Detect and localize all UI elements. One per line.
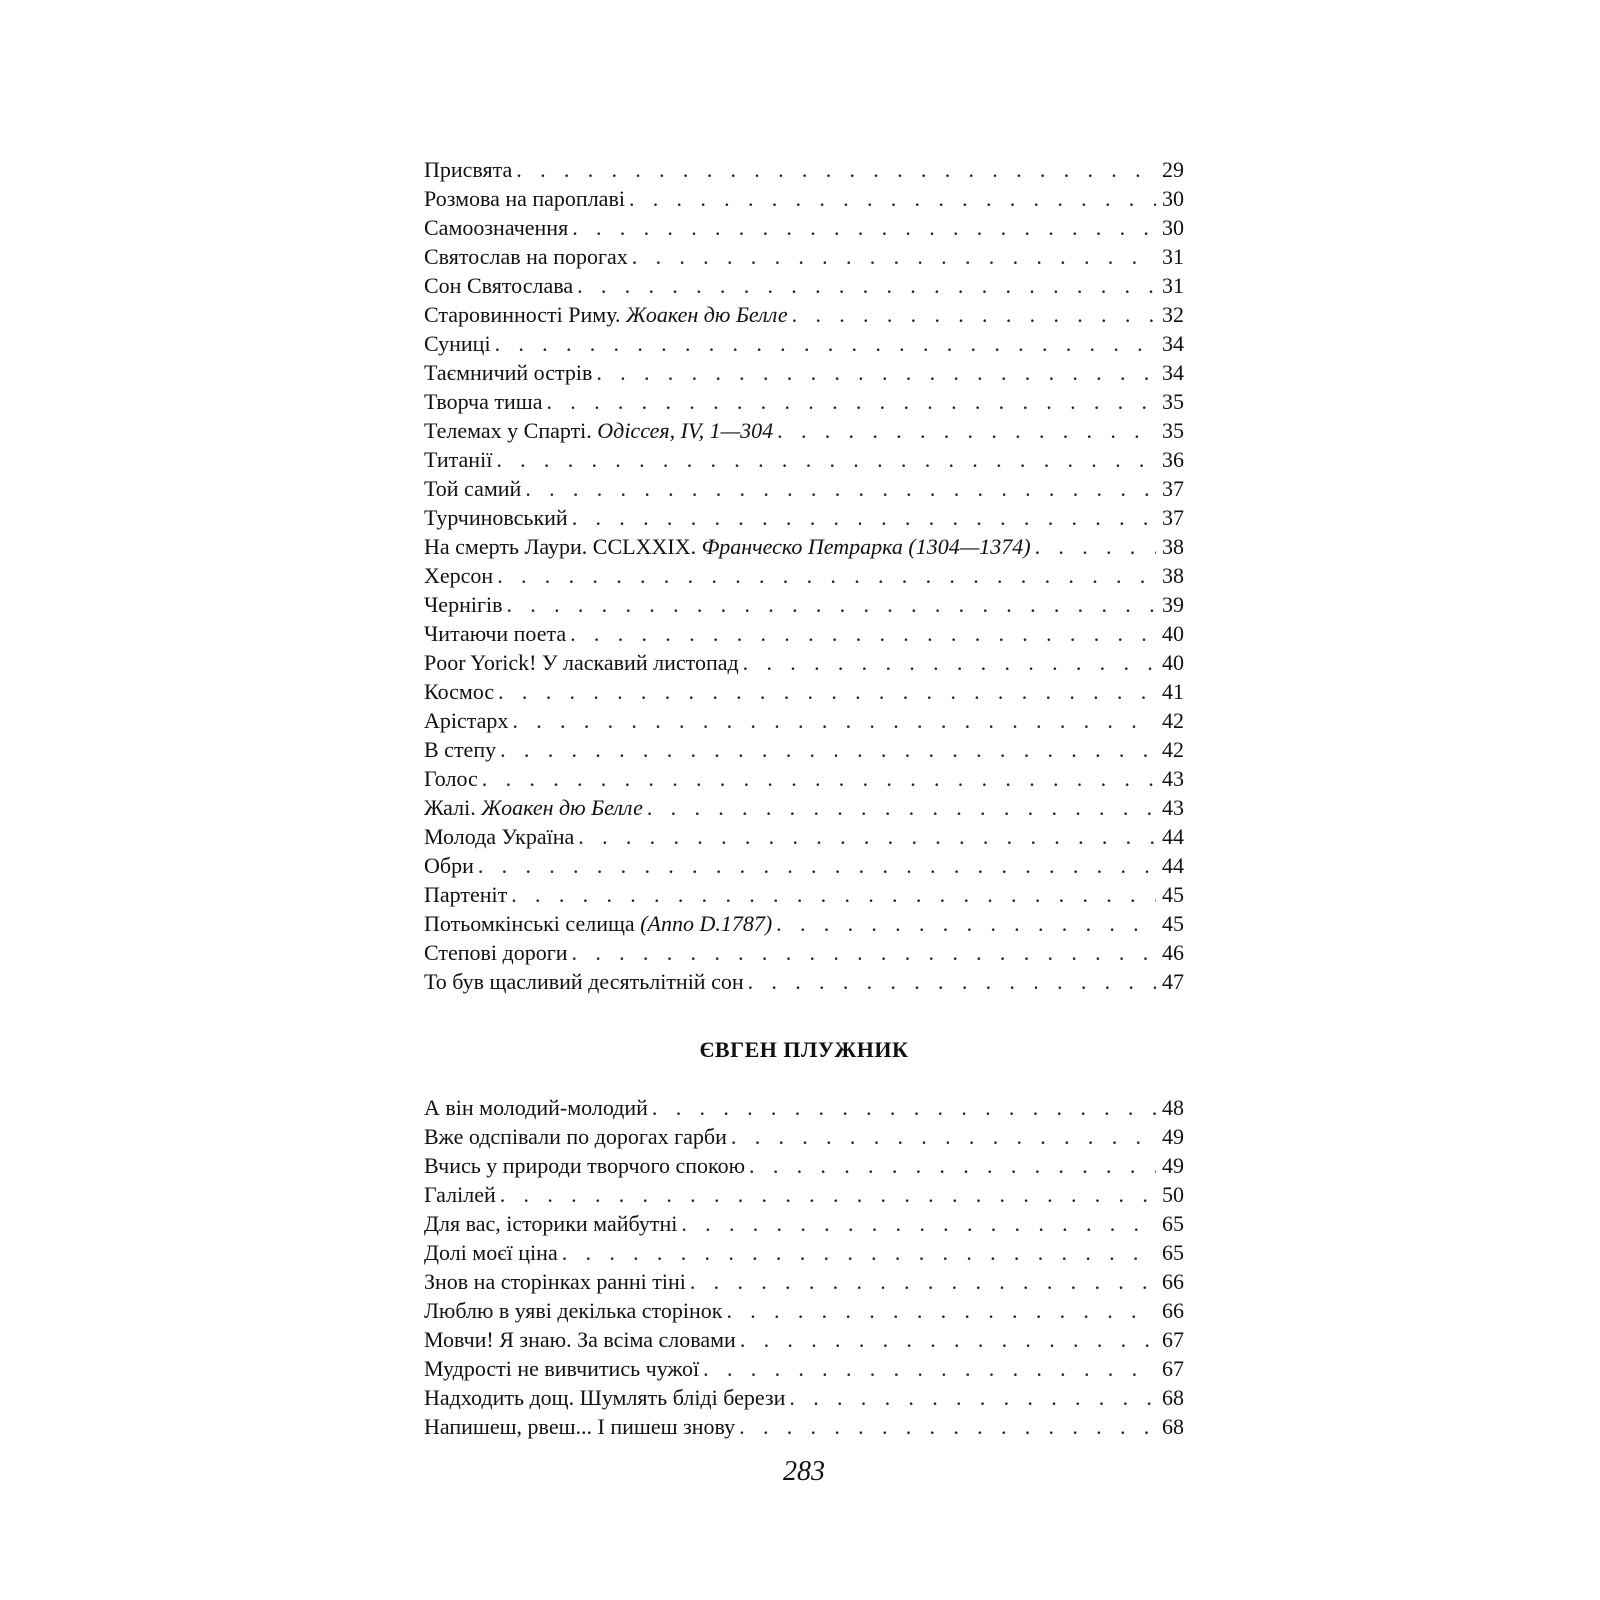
toc-entry-title-text: Титанії [424, 447, 493, 472]
toc-entry-title-text: Степові дороги [424, 940, 568, 965]
toc-entry [424, 358, 1184, 387]
toc-entry [424, 764, 1184, 793]
toc-entry-title-text: Той самий [424, 476, 522, 501]
toc-entry-title-text: Суниці [424, 331, 491, 356]
dot-leader [652, 1093, 1156, 1122]
toc-entry-page: 36 [1162, 447, 1184, 472]
dot-leader [776, 909, 1156, 938]
toc-entry-title [424, 1209, 677, 1238]
toc-entry-page: 42 [1162, 708, 1184, 733]
dot-leader [572, 938, 1156, 967]
toc-entry [424, 561, 1184, 590]
toc-entry [424, 1267, 1184, 1296]
toc-entry-title-text: Вчись у природи творчого спокою [424, 1153, 746, 1178]
toc-entry-title-text: Телемах у Спарті. [424, 418, 598, 443]
dot-leader [506, 590, 1156, 619]
toc-entry-title-text: Голос [424, 766, 478, 791]
toc-entry-author: Жоакен дю Белле [481, 795, 643, 820]
toc-entry-title [424, 387, 542, 416]
dot-leader [789, 1383, 1156, 1412]
toc-entry [424, 851, 1184, 880]
toc-entry-page: 29 [1162, 157, 1184, 182]
toc-entry-title [424, 793, 643, 822]
toc-entry-title-text: Люблю в уяві декілька сторінок [424, 1298, 723, 1323]
toc-entry-title [424, 1325, 736, 1354]
dot-leader [703, 1354, 1156, 1383]
toc-list-part-2 [424, 1093, 1184, 1441]
toc-entry-title-text: Таємничий острів [424, 360, 593, 385]
toc-entry-page: 39 [1162, 592, 1184, 617]
toc-entry-title [424, 503, 568, 532]
toc-entry-title [424, 706, 508, 735]
dot-leader [681, 1209, 1156, 1238]
toc-entry-title-text: Чернігів [424, 592, 503, 617]
toc-entry-page: 43 [1162, 766, 1184, 791]
toc-entry [424, 967, 1184, 996]
toc-entry-title-text: Читаючи поета [424, 621, 567, 646]
toc-entry-author: Одіссея, IV, 1—304 [597, 418, 774, 443]
toc-entry-author: (Anno D.1787) [640, 911, 773, 936]
toc-entry-title [424, 1238, 558, 1267]
toc-entry-title [424, 590, 502, 619]
section-heading: ЄВГЕН ПЛУЖНИК [699, 1037, 909, 1062]
toc-entry-title [424, 822, 574, 851]
dot-leader [740, 1325, 1156, 1354]
dot-leader [525, 474, 1156, 503]
toc-list-part-1 [424, 155, 1184, 996]
toc-entry [424, 532, 1184, 561]
toc-entry-title [424, 851, 474, 880]
toc-entry-title [424, 242, 628, 271]
dot-leader [482, 764, 1156, 793]
dot-leader [647, 793, 1156, 822]
dot-leader [562, 1238, 1156, 1267]
toc-entry [424, 1325, 1184, 1354]
toc-entry-page: 38 [1162, 563, 1184, 588]
toc-entry-title [424, 1383, 785, 1412]
toc-entry-title [424, 155, 512, 184]
toc-entry [424, 619, 1184, 648]
toc-entry [424, 590, 1184, 619]
toc-entry-title [424, 271, 573, 300]
toc-entry-page: 32 [1162, 302, 1184, 327]
toc-entry-title-text: Космос [424, 679, 495, 704]
toc-entry-title [424, 300, 788, 329]
toc-entry [424, 880, 1184, 909]
toc-entry-title [424, 735, 496, 764]
toc-entry-page: 31 [1162, 273, 1184, 298]
toc-entry [424, 1151, 1184, 1180]
dot-leader [546, 387, 1156, 416]
toc-entry-title-text: Знов на сторінках ранні тіні [424, 1269, 686, 1294]
toc-entry [424, 938, 1184, 967]
dot-leader [500, 735, 1156, 764]
toc-entry-page: 68 [1162, 1385, 1184, 1410]
toc-entry-title-text: Для вас, історики майбутні [424, 1211, 678, 1236]
toc-entry [424, 271, 1184, 300]
dot-leader [629, 184, 1156, 213]
toc-entry-title-text: Самоозначення [424, 215, 569, 240]
toc-entry-page: 46 [1162, 940, 1184, 965]
toc-entry-title-text: Надходить дощ. Шумлять бліді берези [424, 1385, 786, 1410]
toc-entry-page: 35 [1162, 418, 1184, 443]
dot-leader [792, 300, 1156, 329]
toc-entry-title [424, 909, 772, 938]
dot-leader [632, 242, 1156, 271]
dot-leader [749, 1151, 1156, 1180]
toc-entry-page: 41 [1162, 679, 1184, 704]
toc-entry-title-text: На смерть Лаури. CCLXXIX. [424, 534, 702, 559]
toc-entry [424, 213, 1184, 242]
toc-entry-page: 67 [1162, 1327, 1184, 1352]
dot-leader [497, 561, 1156, 590]
toc-entry-page: 45 [1162, 882, 1184, 907]
toc-entry-title [424, 1180, 496, 1209]
toc-entry [424, 677, 1184, 706]
dot-leader [731, 1122, 1156, 1151]
toc-entry [424, 155, 1184, 184]
toc-entry-title-text: Долі моєї ціна [424, 1240, 558, 1265]
toc-entry-title [424, 358, 592, 387]
dot-leader [596, 358, 1156, 387]
toc-entry [424, 1412, 1184, 1441]
toc-entry-author: Жоакен дю Белле [626, 302, 788, 327]
toc-entry-title-text: Молода Україна [424, 824, 575, 849]
toc-entry-title-text: Старовинності Риму. [424, 302, 627, 327]
toc-entry [424, 503, 1184, 532]
toc-entry-page: 65 [1162, 1240, 1184, 1265]
toc-entry-title-text: Сон Святослава [424, 273, 574, 298]
toc-entry-page: 34 [1162, 360, 1184, 385]
toc-entry-title-text: Арістарх [424, 708, 509, 733]
toc-entry [424, 416, 1184, 445]
toc-entry-title-text: Партеніт [424, 882, 508, 907]
toc-entry [424, 1238, 1184, 1267]
dot-leader [739, 1412, 1156, 1441]
toc-entry-page: 43 [1162, 795, 1184, 820]
dot-leader [748, 967, 1156, 996]
toc-entry-title [424, 764, 478, 793]
toc-entry [424, 735, 1184, 764]
toc-entry-page: 35 [1162, 389, 1184, 414]
toc-entry-title [424, 416, 773, 445]
toc-entry-title [424, 532, 1031, 561]
dot-leader [495, 329, 1156, 358]
toc-entry [424, 300, 1184, 329]
toc-entry-title [424, 184, 625, 213]
toc-entry-page: 34 [1162, 331, 1184, 356]
toc-entry-page: 68 [1162, 1414, 1184, 1439]
toc-entry [424, 706, 1184, 735]
toc-entry [424, 1296, 1184, 1325]
toc-entry-page: 38 [1162, 534, 1184, 559]
toc-entry [424, 909, 1184, 938]
dot-leader [572, 213, 1156, 242]
toc-entry-title [424, 619, 566, 648]
dot-leader [511, 880, 1156, 909]
toc-entry-page: 37 [1162, 476, 1184, 501]
toc-entry-page: 49 [1162, 1153, 1184, 1178]
dot-leader [500, 1180, 1156, 1209]
dot-leader [496, 445, 1156, 474]
dot-leader [1035, 532, 1156, 561]
toc-entry-page: 67 [1162, 1356, 1184, 1381]
toc-entry-title [424, 1354, 699, 1383]
toc-entry-page: 44 [1162, 853, 1184, 878]
toc-entry-page: 65 [1162, 1211, 1184, 1236]
toc-entry-title-text: Напишеш, рвеш... І пишеш знову [424, 1414, 736, 1439]
toc-entry-title-text: Херсон [424, 563, 494, 588]
toc-entry-title-text: Святослав на порогах [424, 244, 628, 269]
toc-entry-title [424, 938, 568, 967]
toc-entry [424, 242, 1184, 271]
toc-entry [424, 1354, 1184, 1383]
toc-entry-title-text: Розмова на пароплаві [424, 186, 625, 211]
toc-entry-title [424, 445, 492, 474]
toc-entry-page: 45 [1162, 911, 1184, 936]
toc-entry-title [424, 1267, 686, 1296]
toc-entry-page: 49 [1162, 1124, 1184, 1149]
toc-entry-title-text: Галілей [424, 1182, 496, 1207]
toc-entry-page: 30 [1162, 215, 1184, 240]
toc-entry-page: 47 [1162, 969, 1184, 994]
toc-entry-page: 66 [1162, 1298, 1184, 1323]
toc-entry-title [424, 1296, 722, 1325]
dot-leader [512, 706, 1156, 735]
toc-entry [424, 1180, 1184, 1209]
toc-entry-title [424, 648, 739, 677]
dot-leader [572, 503, 1156, 532]
dot-leader [498, 677, 1156, 706]
toc-entry-title-text: В степу [424, 737, 497, 762]
toc-entry-page: 44 [1162, 824, 1184, 849]
toc-entry [424, 1383, 1184, 1412]
toc-entry [424, 1122, 1184, 1151]
toc-entry-page: 40 [1162, 621, 1184, 646]
dot-leader [726, 1296, 1156, 1325]
toc-entry-title-text: Вже одспівали по дорогах гарби [424, 1124, 727, 1149]
toc-entry-title-text: Потьомкінські селища [424, 911, 641, 936]
toc-entry-title [424, 1151, 745, 1180]
toc-entry-title-text: Турчиновський [424, 505, 568, 530]
toc-entry [424, 648, 1184, 677]
toc-entry-title-text: То був щасливий десятьлітній сон [424, 969, 744, 994]
toc-entry-title [424, 213, 568, 242]
toc-entry-title-text: А він молодий-молодий [424, 1095, 648, 1120]
toc-entry-title [424, 967, 744, 996]
toc-entry [424, 822, 1184, 851]
toc-entry [424, 329, 1184, 358]
toc-entry [424, 474, 1184, 503]
toc-entry [424, 793, 1184, 822]
toc-entry-title [424, 677, 494, 706]
toc-entry-title-text: Мудрості не вивчитись чужої [424, 1356, 700, 1381]
toc-entry [424, 1209, 1184, 1238]
toc-entry [424, 184, 1184, 213]
toc-entry-title [424, 1093, 648, 1122]
toc-entry [424, 387, 1184, 416]
toc-entry-title-text: Poor Yorick! У ласкавий листопад [424, 650, 739, 675]
toc-entry-author: Франческо Петрарка (1304—1374) [701, 534, 1031, 559]
toc-entry-title-text: Творча тиша [424, 389, 543, 414]
toc-entry-page: 42 [1162, 737, 1184, 762]
page-number: 283 [783, 1456, 825, 1487]
toc-entry-page: 48 [1162, 1095, 1184, 1120]
dot-leader [743, 648, 1156, 677]
toc-entry-title [424, 1122, 727, 1151]
toc-entry-page: 40 [1162, 650, 1184, 675]
toc-entry-page: 30 [1162, 186, 1184, 211]
dot-leader [690, 1267, 1156, 1296]
toc-entry-title [424, 1412, 735, 1441]
toc-entry-title-text: Жалі. [424, 795, 482, 820]
toc-entry-title-text: Мовчи! Я знаю. За всіма словами [424, 1327, 736, 1352]
toc-entry-title [424, 329, 491, 358]
toc-entry-page: 50 [1162, 1182, 1184, 1207]
dot-leader [516, 155, 1156, 184]
dot-leader [577, 271, 1156, 300]
toc-entry-title [424, 561, 493, 590]
dot-leader [570, 619, 1156, 648]
toc-entry [424, 1093, 1184, 1122]
toc-entry-title-text: Присвята [424, 157, 513, 182]
toc-entry-page: 31 [1162, 244, 1184, 269]
toc-entry-page: 37 [1162, 505, 1184, 530]
toc-entry-title [424, 474, 521, 503]
toc-entry-title [424, 880, 507, 909]
toc-entry-page: 66 [1162, 1269, 1184, 1294]
toc-entry [424, 445, 1184, 474]
dot-leader [777, 416, 1156, 445]
toc-entry-title-text: Обри [424, 853, 474, 878]
dot-leader [578, 822, 1156, 851]
dot-leader [478, 851, 1156, 880]
